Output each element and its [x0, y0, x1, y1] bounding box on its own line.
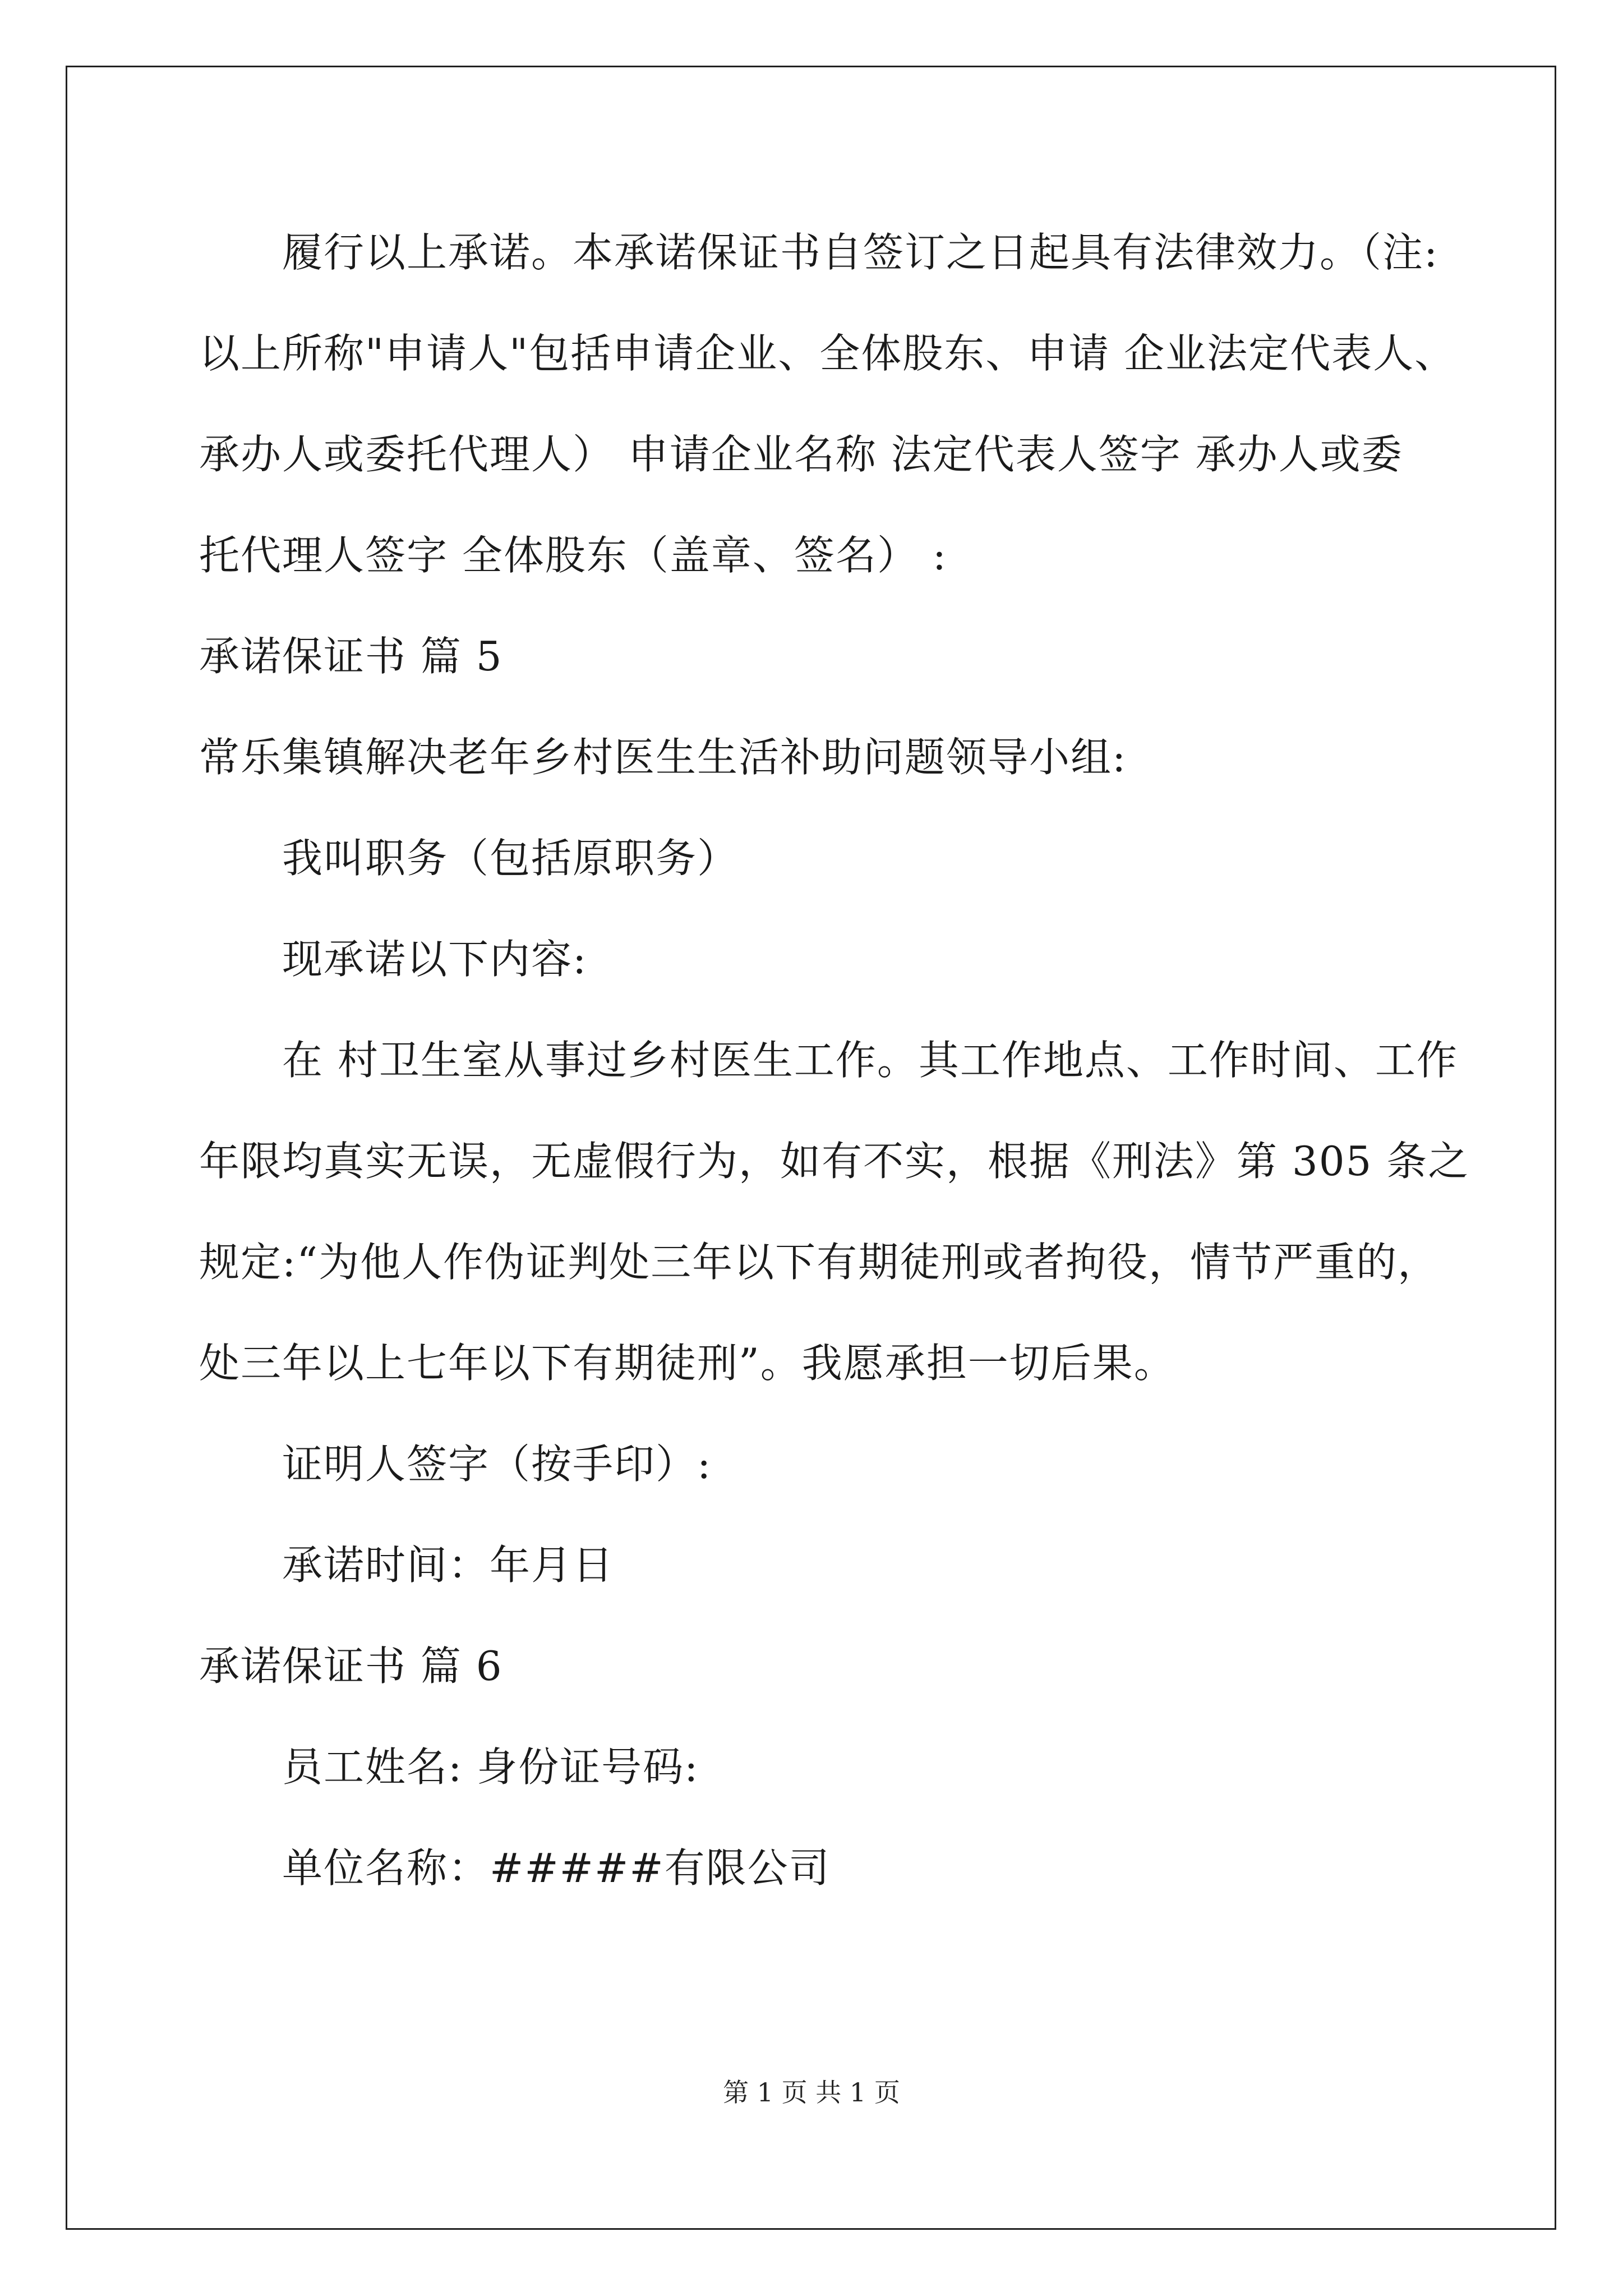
page-number: 第 1 页 共 1 页 [723, 2077, 900, 2108]
paragraph-line: 履行以上承诺。本承诺保证书自签订之日起具有法律效力。（注: [282, 229, 1439, 276]
paragraph-line: 在 村卫生室从事过乡村医生工作。其工作地点、工作时间、工作 [282, 1037, 1458, 1084]
paragraph-line: 承办人或委托代理人） 申请企业名称 法定代表人签字 承办人或委 [199, 431, 1403, 478]
signature-line: 证明人签字（按手印）: [282, 1441, 712, 1488]
date-line: 承诺时间：年月日 [282, 1542, 615, 1589]
form-field-line: 单位名称：#####有限公司 [282, 1844, 831, 1892]
paragraph-line: 我叫职务（包括原职务） [282, 835, 739, 882]
section-heading: 承诺保证书 篇 5 [199, 633, 503, 680]
paragraph-line: 年限均真实无误，无虚假行为，如有不实，根据《刑法》第 305 条之 [199, 1138, 1470, 1185]
paragraph-line: 托代理人签字 全体股东（盖章、签名） : [199, 532, 948, 579]
salutation-line: 常乐集镇解决老年乡村医生生活补助问题领导小组: [199, 734, 1127, 781]
paragraph-line: 以上所称"申请人"包括申请企业、全体股东、申请 企业法定代表人、 [199, 330, 1456, 377]
paragraph-line: 规定:“为他人作伪证判处三年以下有期徒刑或者拘役，情节严重的， [199, 1239, 1440, 1286]
paragraph-line: 现承诺以下内容: [282, 936, 588, 983]
section-heading: 承诺保证书 篇 6 [199, 1642, 503, 1690]
paragraph-line: 处三年以上七年以下有期徒刑”。我愿承担一切后果。 [199, 1340, 1175, 1387]
form-field-line: 员工姓名: 身份证号码: [282, 1743, 699, 1791]
